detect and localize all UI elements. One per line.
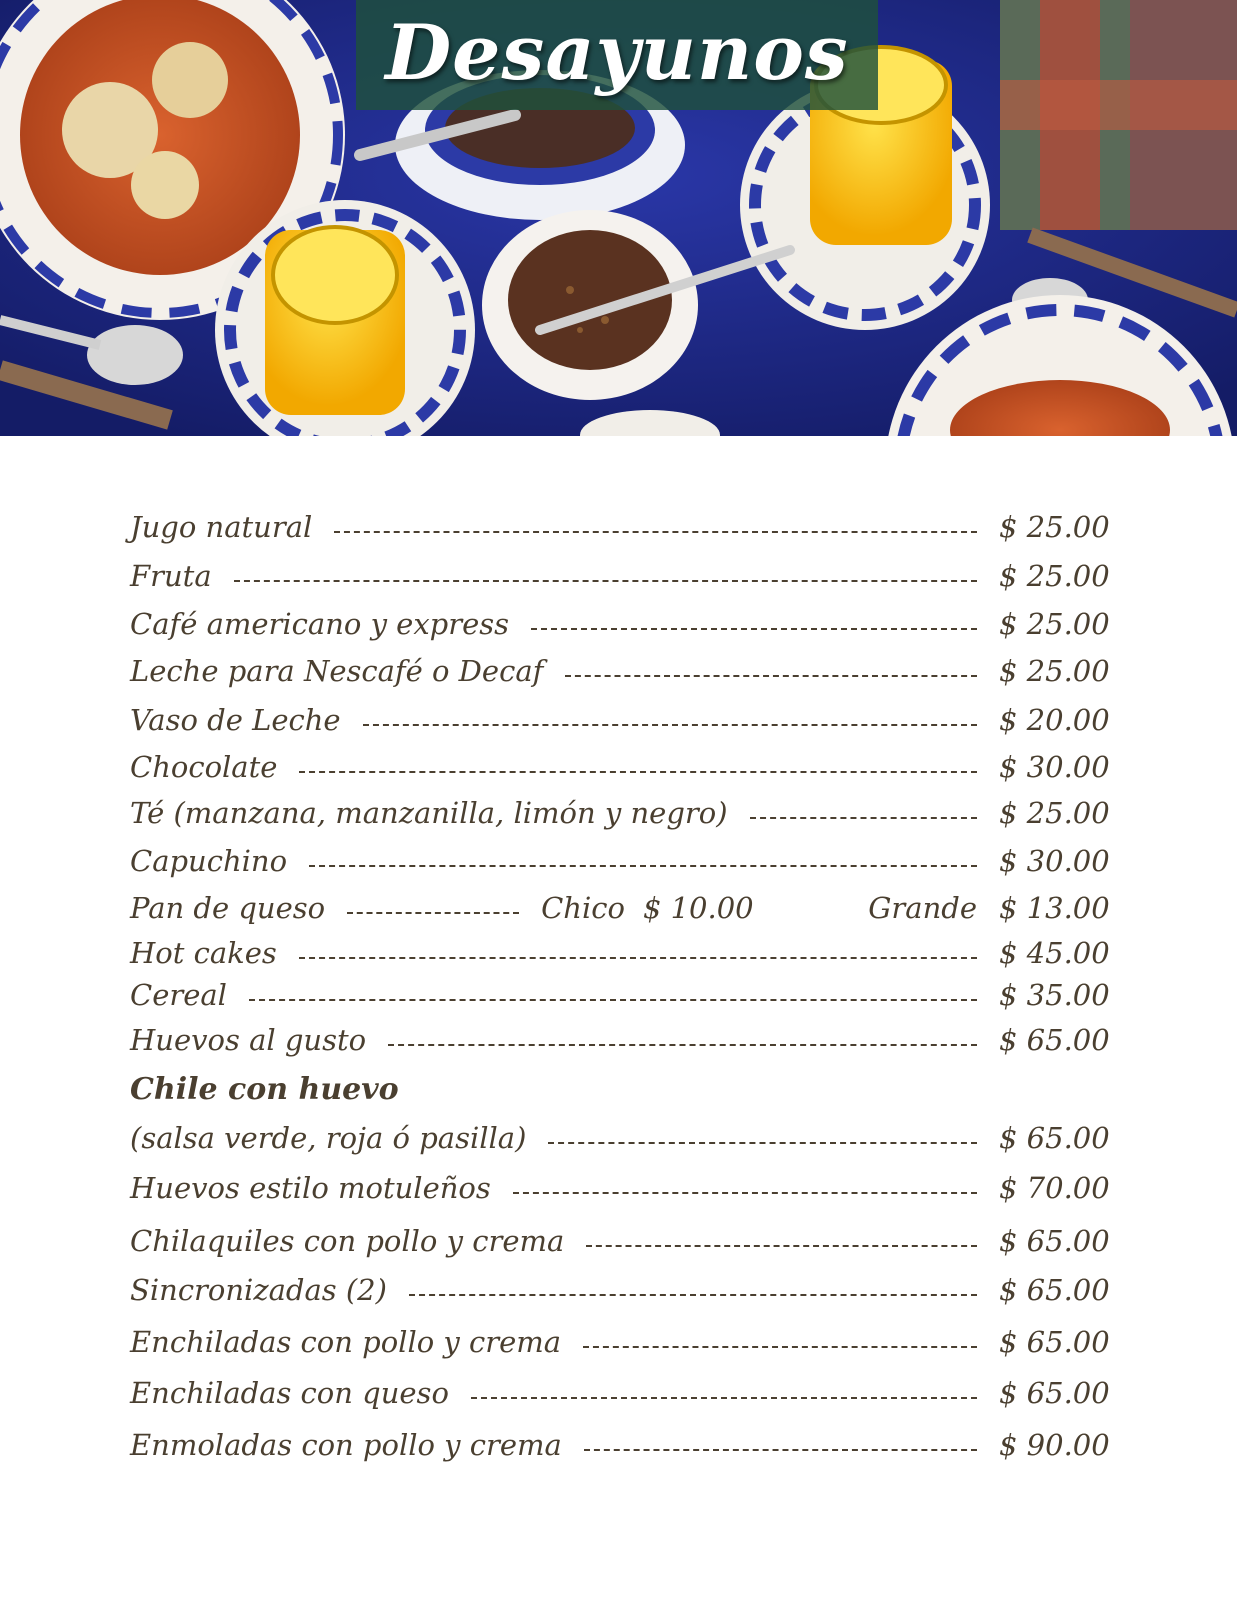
item-price: $ 65.00	[999, 1224, 1110, 1258]
item-price: $ 20.00	[999, 703, 1110, 737]
menu-item	[130, 559, 1115, 599]
dotted-leader	[334, 531, 977, 533]
breakfast-table-photo	[0, 0, 1237, 436]
item-price: $ 65.00	[999, 1376, 1110, 1410]
dotted-leader	[531, 628, 977, 630]
item-name: Enchiladas con pollo y crema	[130, 1325, 562, 1359]
item-price: $ 65.00	[999, 1273, 1110, 1307]
chico-label: Chico	[541, 891, 625, 925]
dotted-leader	[299, 957, 977, 959]
item-name: Hot cakes	[130, 936, 277, 970]
menu-item	[130, 796, 1115, 836]
item-price: $ 35.00	[999, 978, 1110, 1012]
menu-item-pan-de-queso	[130, 891, 1115, 931]
item-name: Chocolate	[130, 750, 278, 784]
item-price: $ 25.00	[999, 559, 1110, 593]
dotted-leader	[586, 1245, 977, 1247]
item-price: $ 25.00	[999, 510, 1110, 544]
menu-item	[130, 1171, 1115, 1211]
dotted-leader	[584, 1449, 977, 1451]
dotted-leader	[471, 1397, 977, 1399]
grande-label: Grande	[868, 891, 977, 925]
item-name: Vaso de Leche	[130, 703, 341, 737]
item-name: Té (manzana, manzanilla, limón y negro)	[130, 796, 728, 830]
menu-item	[130, 1224, 1115, 1264]
menu-item	[130, 844, 1115, 884]
item-price: $ 65.00	[999, 1023, 1110, 1057]
item-name: Jugo natural	[130, 510, 313, 544]
item-name: Enchiladas con queso	[130, 1376, 449, 1410]
dotted-leader	[363, 724, 977, 726]
dotted-leader	[565, 675, 977, 677]
item-name: Cereal	[130, 978, 227, 1012]
menu-item	[130, 978, 1115, 1018]
menu-item	[130, 1121, 1115, 1161]
menu-item	[130, 607, 1115, 647]
item-name: Pan de queso	[130, 891, 326, 925]
menu-item	[130, 1023, 1115, 1063]
item-price: $ 30.00	[999, 844, 1110, 878]
grande-price: $ 13.00	[999, 891, 1110, 925]
dotted-leader	[299, 771, 977, 773]
item-price: $ 45.00	[999, 936, 1110, 970]
dotted-leader	[347, 912, 519, 914]
item-name: Fruta	[130, 559, 212, 593]
dotted-leader	[513, 1192, 977, 1194]
item-price: $ 25.00	[999, 796, 1110, 830]
menu-item	[130, 654, 1115, 694]
item-price: $ 70.00	[999, 1171, 1110, 1205]
item-name: Enmoladas con pollo y crema	[130, 1428, 562, 1462]
title-band	[356, 0, 878, 110]
menu-item	[130, 750, 1115, 790]
item-price: $ 25.00	[999, 654, 1110, 688]
item-price: $ 30.00	[999, 750, 1110, 784]
item-name: Huevos al gusto	[130, 1023, 367, 1057]
menu-item	[130, 1273, 1115, 1313]
menu-item	[130, 703, 1115, 743]
chico-price: $ 10.00	[642, 891, 754, 925]
section-heading: Chile con huevo	[130, 1072, 399, 1107]
dotted-leader	[750, 817, 977, 819]
item-name: Leche para Nescafé o Decaf	[130, 654, 544, 688]
dotted-leader	[548, 1142, 977, 1144]
item-name: Chilaquiles con pollo y crema	[130, 1224, 565, 1258]
dotted-leader	[388, 1044, 977, 1046]
item-name: Huevos estilo motuleños	[130, 1171, 491, 1205]
menu-item	[130, 1376, 1115, 1416]
menu-item	[130, 936, 1115, 976]
dotted-leader	[309, 865, 977, 867]
dotted-leader	[234, 580, 977, 582]
menu-item	[130, 1428, 1115, 1468]
dotted-leader	[409, 1294, 977, 1296]
item-name: Capuchino	[130, 844, 288, 878]
item-price: $ 65.00	[999, 1121, 1110, 1155]
item-name: Café americano y express	[130, 607, 510, 641]
menu-item	[130, 510, 1115, 550]
dotted-leader	[249, 999, 977, 1001]
item-price: $ 25.00	[999, 607, 1110, 641]
item-name: (salsa verde, roja ó pasilla)	[130, 1121, 527, 1155]
item-price: $ 65.00	[999, 1325, 1110, 1359]
item-name: Sincronizadas (2)	[130, 1273, 387, 1307]
page-title: Desayunos	[385, 7, 849, 97]
item-price: $ 90.00	[999, 1428, 1110, 1462]
dotted-leader	[583, 1346, 977, 1348]
menu-item	[130, 1325, 1115, 1365]
